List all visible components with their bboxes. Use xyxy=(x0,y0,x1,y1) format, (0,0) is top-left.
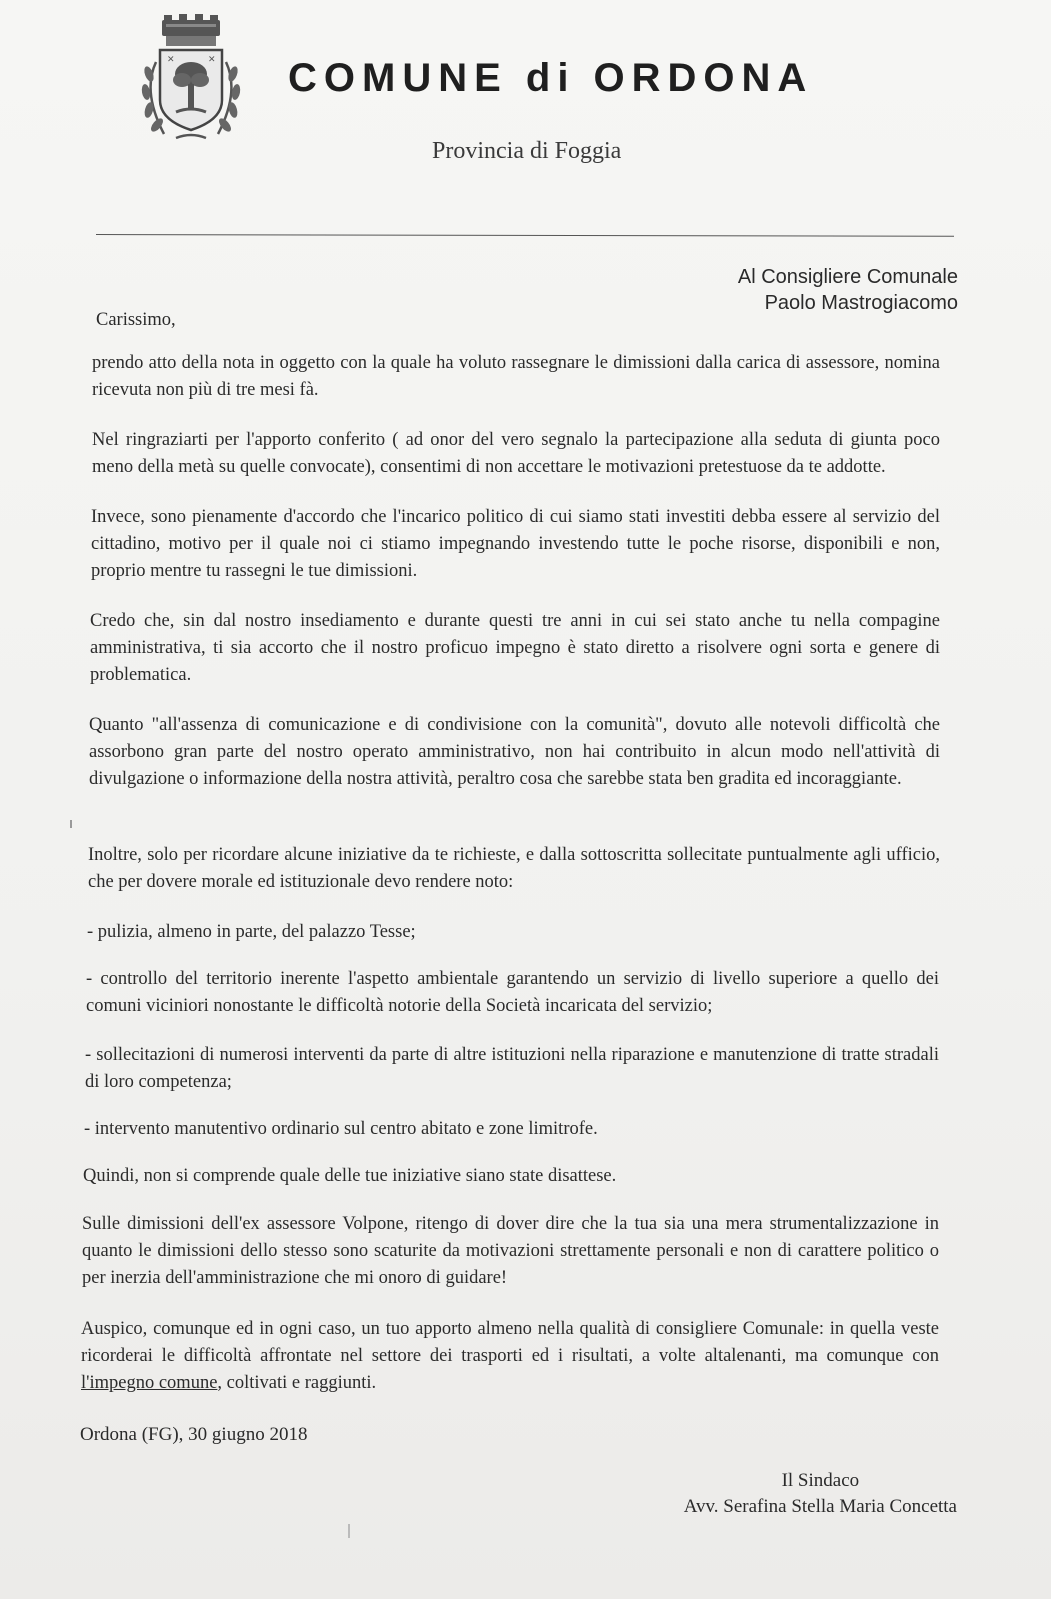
province-subtitle: Provincia di Foggia xyxy=(432,138,622,164)
signatory-role: Il Sindaco xyxy=(781,1470,860,1491)
paragraph: Nel ringraziarti per l'apporto conferito ( ad onor del vero segnalo la partecipazione alla seduta di giunta poco meno della metà su quelle convocate), consentimi di non accettare le motivazioni pretestuose da te addotte. xyxy=(92,430,940,477)
final-paragraph xyxy=(81,1316,939,1397)
paragraph: Sulle dimissioni dell'ex assessore Volpone, ritengo di dover dire che la tua sia una mera strumentalizzazione in quanto le dimissioni dello stesso sono scaturite da motivazioni strettamente personali e non di carattere politico o per inerzia dell'amministrazione che mi onoro di guidare! xyxy=(82,1214,939,1288)
paragraph: Invece, sono pienamente d'accordo che l'incarico politico di cui siamo stati investiti debba essere al servizio del cittadino, motivo per il quale noi ci stiamo impegnando investendo tutte le poche risorse, disponibili e non, proprio mentre tu rassegni le tue dimissioni. xyxy=(91,507,940,581)
paragraph: Inoltre, solo per ricordare alcune iniziative da te richieste, e dalla sottoscritta sollecitate puntualmente agli ufficio, che per dovere morale ed istituzionale devo rendere noto: xyxy=(88,845,940,892)
final-paragraph-text: Auspico, comunque ed in ogni caso, un tuo apporto almeno nella qualità di consigliere Comunale: in quella veste ricorderai le difficoltà affrontate nel settore dei trasporti ed i risultati, a volte altalenanti, ma comunque con xyxy=(81,1319,939,1366)
final-paragraph-end: , coltivati e raggiunti. xyxy=(217,1373,377,1393)
addressee-block xyxy=(738,264,958,316)
signatory-name: Avv. Serafina Stella Maria Concetta xyxy=(683,1496,957,1517)
svg-text:✕: ✕ xyxy=(167,55,175,65)
addressee-role: Al Consigliere Comunale xyxy=(737,266,958,288)
municipality-title: COMUNE di ORDONA xyxy=(288,56,814,100)
list-item: - controllo del territorio inerente l'aspetto ambientale garantendo un servizio di livello superiore a quello dei comuni viciniori nonostante le difficoltà notorie della Società incaricata del servizio; xyxy=(86,969,939,1016)
list-item: - sollecitazioni di numerosi interventi da parte di altre istituzioni nella riparazione e manutenzione di tratte stradali di loro competenza; xyxy=(85,1045,939,1092)
paragraph: Quindi, non si comprende quale delle tue iniziative siano state disattese. xyxy=(83,1166,617,1186)
paragraph: Credo che, sin dal nostro insediamento e durante questi tre anni in cui sei stato anche tu nella compagine amministrativa, ti sia accorto che il nostro proficuo impegno è stato diretto a risolvere ogni sorta e genere di problematica. xyxy=(90,611,940,685)
signature-block xyxy=(684,1468,957,1520)
header-divider xyxy=(96,234,954,237)
list-item: - intervento manutentivo ordinario sul centro abitato e zone limitrofe. xyxy=(84,1119,598,1139)
paragraph: prendo atto della nota in oggetto con la quale ha voluto rassegnare le dimissioni dalla carica di assessore, nomina ricevuta non più di tre mesi fà. xyxy=(92,353,940,400)
svg-text:✕: ✕ xyxy=(208,55,216,65)
addressee-name: Paolo Mastrogiacomo xyxy=(764,292,958,314)
list-item: - pulizia, almeno in parte, del palazzo Tesse; xyxy=(87,922,416,942)
underlined-phrase: l'impegno comune xyxy=(81,1373,218,1393)
paper-speck xyxy=(70,820,72,828)
place-and-date: Ordona (FG), 30 giugno 2018 xyxy=(80,1424,308,1445)
salutation: Carissimo, xyxy=(96,310,176,330)
municipal-crest-emblem xyxy=(136,12,246,148)
paragraph: Quanto "all'assenza di comunicazione e di condivisione con la comunità", dovuto alle notevoli difficoltà che assorbono gran parte del nostro operato amministrativo, non hai contribuito in alcun modo nell'attività di divulgazione o informazione della nostra attività, peraltro cosa che sarebbe stata ben gradita ed incoraggiante. xyxy=(89,715,940,789)
paper-speck xyxy=(348,1524,350,1538)
